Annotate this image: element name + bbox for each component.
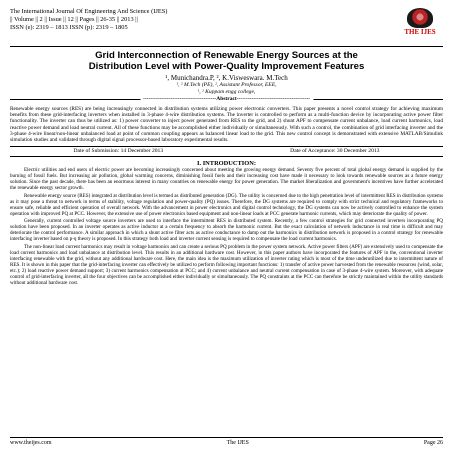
title-line-1: Grid Interconnection of Renewable Energy Sources at the — [95, 50, 358, 61]
page-footer — [10, 437, 443, 447]
logo-seal-icon — [407, 8, 433, 28]
volume-line: || Volume || 2 || Issue || 12 || Pages || 26-35 || 2013 || — [10, 16, 138, 23]
paper-title — [10, 50, 443, 72]
footer-journal: The IJES — [226, 440, 249, 446]
affiliation-1: ¹, ² M.Tech (PE), ², Assistant Professor, EEE, — [176, 82, 277, 88]
footer-page-number: Page 26 — [423, 440, 443, 446]
footer-website[interactable]: www.theijes.com — [10, 440, 52, 446]
authors: ¹, Munichandra.P, ², K.Visweswara. M.Tech — [165, 74, 288, 82]
logo-text: THE IJES — [404, 28, 436, 36]
title-line-2: Distribution Level with Power-Quality Improvement Features — [88, 61, 365, 72]
abstract-rule — [10, 96, 443, 106]
abstract-label: ----------------------------------------Abstract---------------------------------------- — [140, 96, 313, 102]
date-acceptance: Date of Acceptance: 30 December 2013 — [290, 148, 380, 155]
paragraph: Renewable energy source (RES) integrated at distribution level is termed as distributed generation (DG). The utility is concerned due to the high penetration level of intermittent RES in distribution systems as it may pose a threat to network in terms of stability, voltage regulation and power-quality (PQ) issues. Therefore, the DG systems are required to comply with strict technical and regulatory frameworks to ensure safe, reliable and efficient operation of overall network. With the advancement in power electronics and digital control technology, the DG systems can now be actively controlled to enhance the system operation with improved PQ at PCC. However, the extensive use of power electronics based equipment and non-linear loads at PCC generate harmonic currents, which may deteriorate the quality of power. — [10, 192, 443, 217]
abstract-text: Renewable energy sources (RES) are being increasingly connected in distribution systems utilizing power electronic converters. This paper presents a novel control strategy for achieving maximum benefits from these grid-interfacing inverters when installed in 3-phase 4-wire distribution systems. The inverter is controlled to perform as a multi-function device by incorporating active power filter functionality. The inverter can thus be utilized as: 1) power converter to inject power generated from RES to the grid, and 2) shunt APF to compensate current unbalance, load current harmonics, load reactive power demand and load neutral current. All of these functions may be accomplished either individually or simultaneously. With such a control, the combination of grid interfacing inverter and the 3-phase 4-wire linear/non-linear unbalanced load at point of common coupling appears as balanced linear load to the grid. This new control concept is demonstrated with extensive MATLAB/Simulink simulation studies and validated through digital signal processor-based laboratory experimental results. — [10, 106, 443, 144]
dates-bar — [10, 146, 443, 157]
journal-logo — [401, 8, 439, 42]
journal-header — [10, 8, 443, 47]
date-submission: Date of Submission: 14 December 2013 — [73, 148, 164, 155]
affiliation-2: ¹, ² Kuppam engg college, — [197, 88, 256, 95]
journal-info — [10, 8, 443, 32]
paragraph: Generally, current controlled voltage source inverters are used to interface the intermittent RES in distributed system. Recently, a few control strategies for grid connected inverters incorporating PQ solution have been proposed. In an inverter operates as active inductor at a certain frequency to absorb the harmonic current. But the exact calculation of network inductance in real time is difficult and may deteriorate the control performance. A similar approach in which a shunt active filter acts as active conductance to damp out the harmonics in distribution network is proposed in a control strategy for renewable interfacing inverter based on p-q theory is proposed. In this strategy both load and inverter current sensing is required to compensate the load current harmonics. — [10, 218, 443, 243]
issn-line: ISSN (e): 2319 – 1813 ISSN (p): 2319 – 1805 — [10, 24, 128, 31]
paragraph: Electric utilities and end users of electric power are becoming increasingly concerned about meeting the growing energy demand. Seventy five percent of total global energy demand is supplied by the burning of fossil fuels. But increasing air pollution, global warming concerns, diminishing fossil fuels and their increasing cost have made it necessary to look towards renewable sources as a future energy solution. Since the past decade, there has been an enormous interest in many countries on renewable energy for power generation. The market liberalization and government's incentives have further accelerated the renewable energy sector growth. — [10, 167, 443, 191]
journal-name: The International Journal Of Engineering And Science (IJES) — [10, 8, 168, 15]
paper-page — [10, 8, 443, 288]
paragraph: The non-linear load current harmonics may result in voltage harmonics and can create a serious PQ problem in the power system network. Active power filters (APF) are extensively used to compensate the load current harmonics and load unbalance at distribution level. This results in an additional hardware cost. However, in this paper authors have incorporated the features of APF in the, conventional inverter interfacing renewable with the grid, without any additional hardware cost. Here, the main idea is the maximum utilization of inverter rating which is most of the time underutilized due to intermittent nature of RES. It is shown in this paper that the grid-interfacing inverter can effectively be utilized to perform following important functions: 1) transfer of active power harvested from the renewable resources (wind, solar, etc.); 2) load reactive power demand support; 3) current harmonics compensation at PCC; and 4) current unbalance and neutral current compensation in case of 3-phase 4-wire system. Moreover, with adequate control of grid-interfacing inverter, all the four objectives can be accomplished either individually or simultaneously. The PQ constraints at the PCC can therefore be strictly maintained within the utility standards without additional hardware cost. — [10, 244, 443, 286]
section-heading: I. INTRODUCTION: — [197, 160, 256, 168]
